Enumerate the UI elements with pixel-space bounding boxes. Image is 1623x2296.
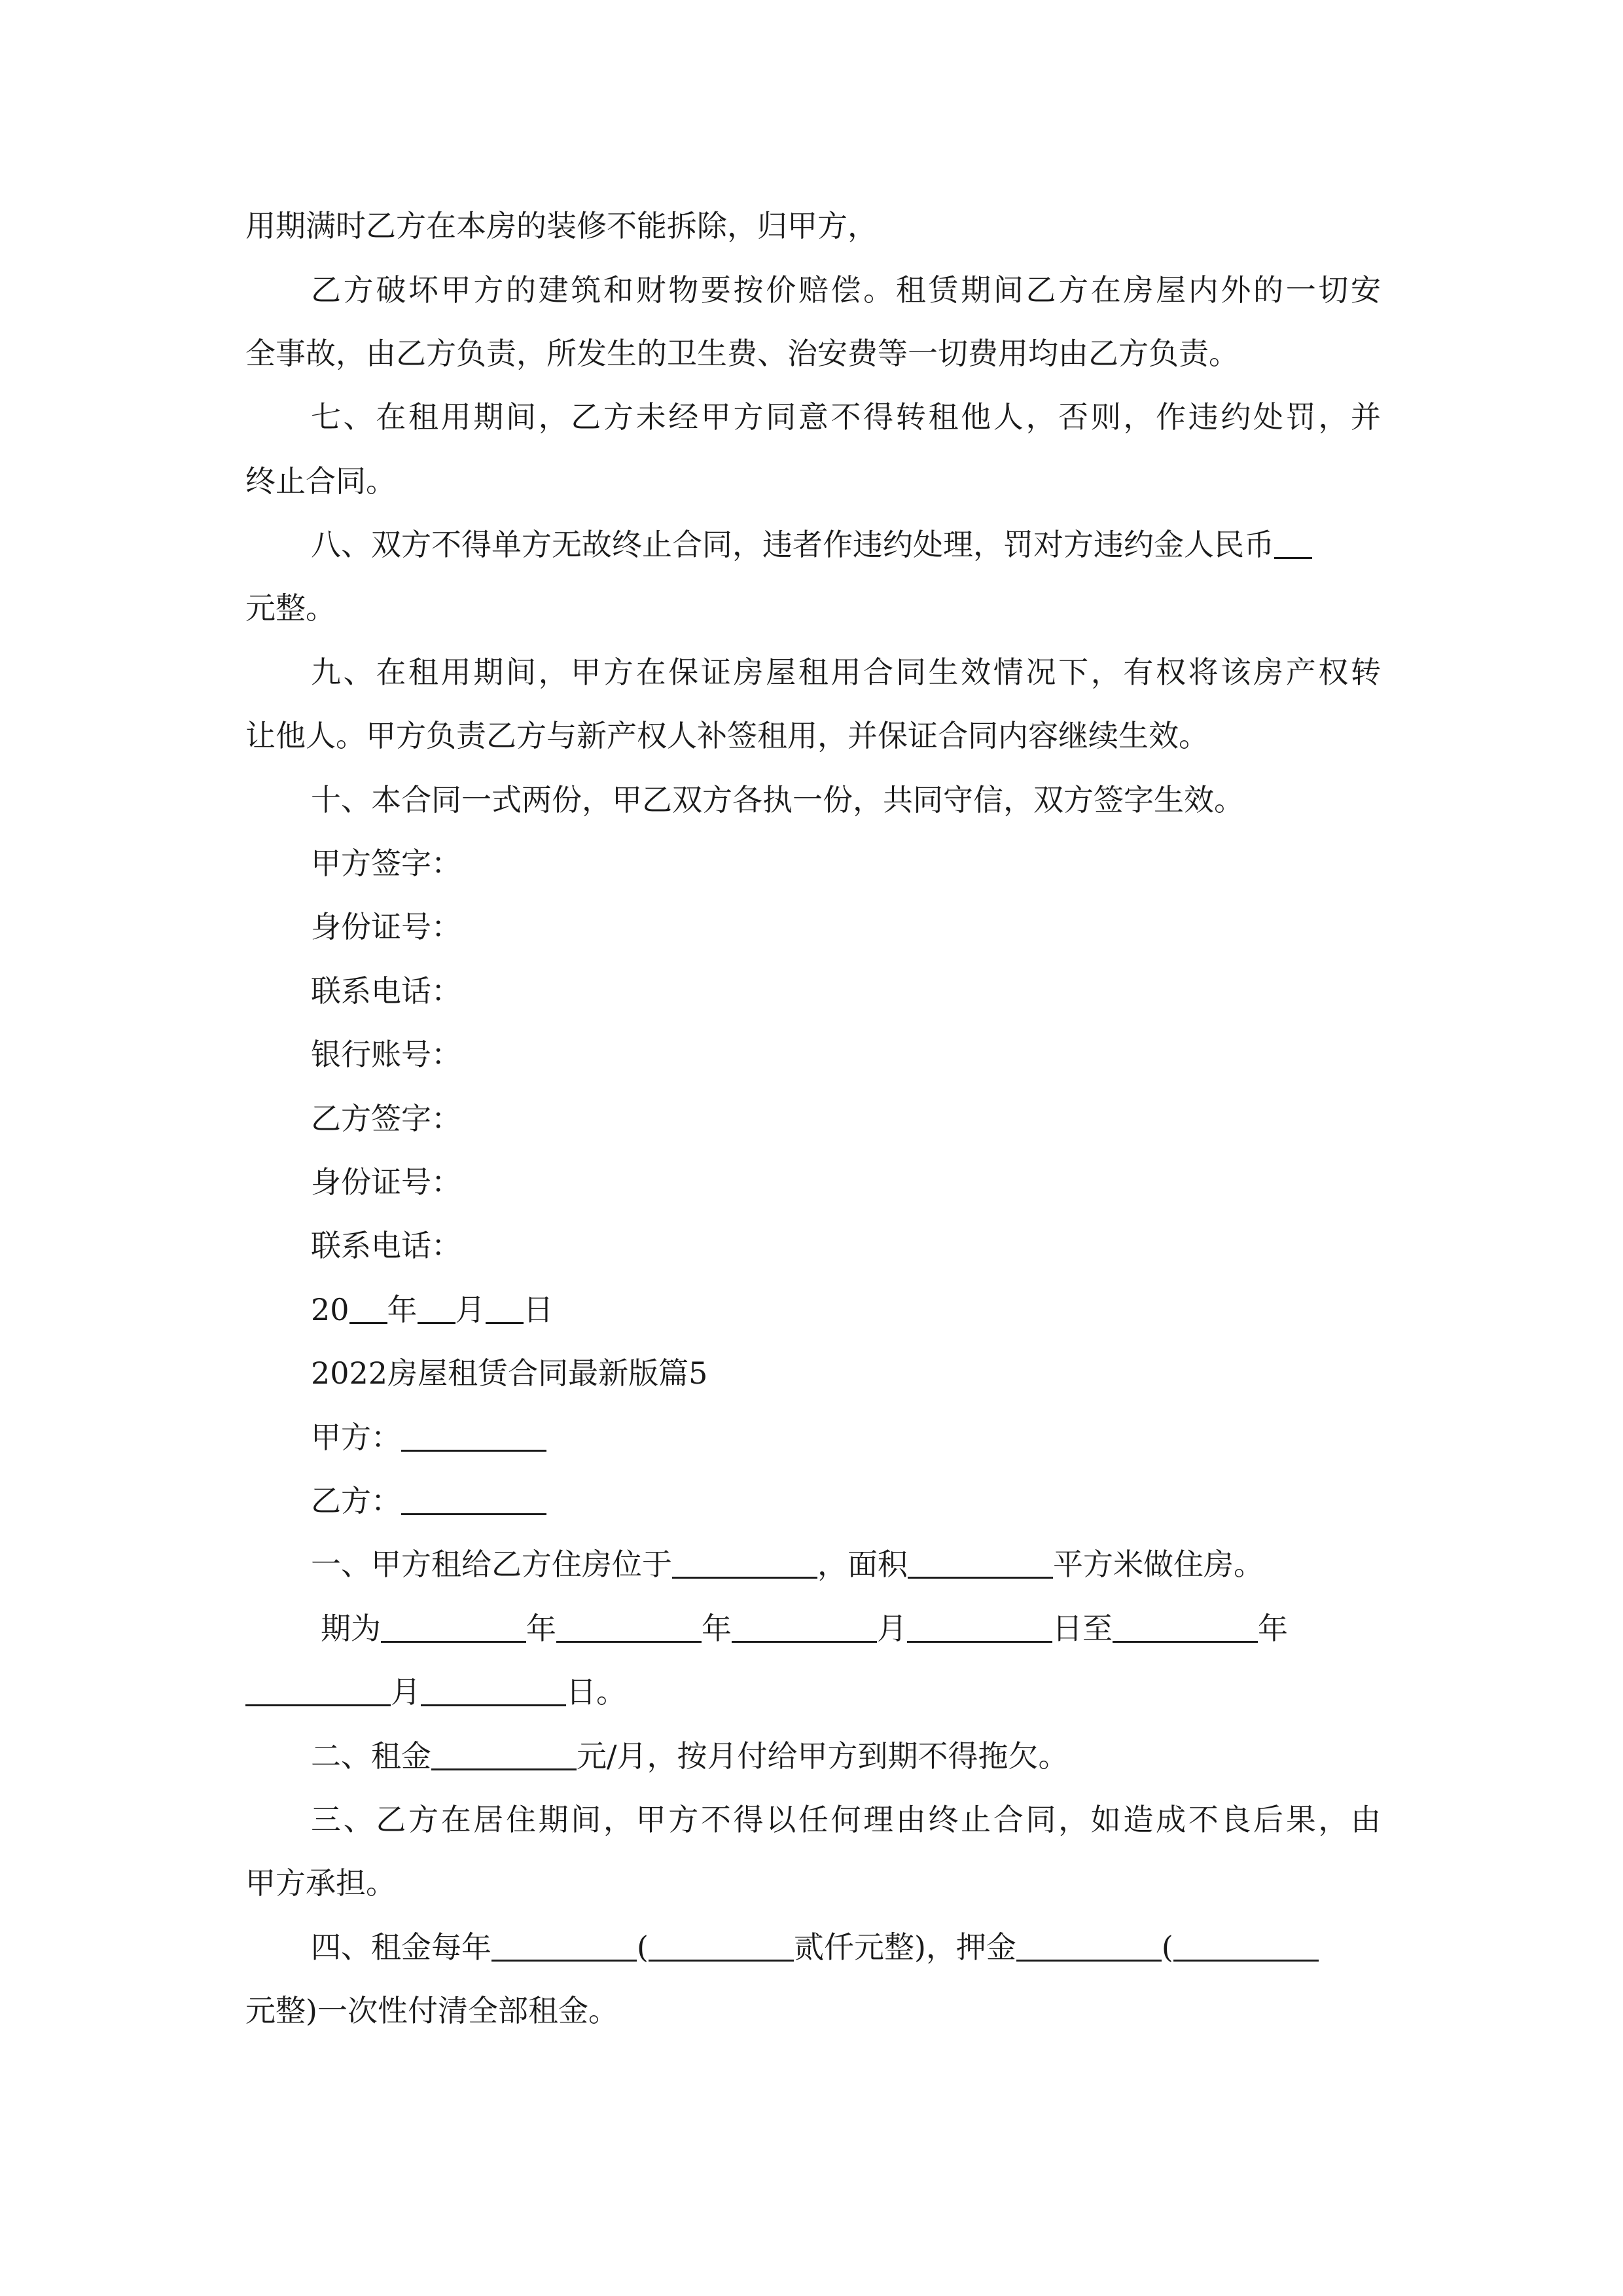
clause-text: ( bbox=[1161, 1929, 1173, 1965]
clause-text: 月 bbox=[391, 1674, 421, 1710]
paragraph-line: 让他人。甲方负责乙方与新产权人补签租用，并保证合同内容继续生效。 bbox=[245, 718, 1209, 753]
fill-blank bbox=[672, 1547, 817, 1579]
paragraph-line: 九、在租用期间，甲方在保证房屋租用合同生效情况下，有权将该房产权转 bbox=[311, 655, 1381, 690]
clause-text: 期为 bbox=[321, 1611, 381, 1646]
date-day: 日 bbox=[523, 1292, 554, 1327]
party-a-label: 甲方： bbox=[311, 1420, 401, 1455]
clause-text: 年 bbox=[526, 1611, 556, 1646]
party-b-line bbox=[311, 1481, 1381, 1520]
date-year-prefix: 20 bbox=[311, 1292, 349, 1327]
fill-blank bbox=[1113, 1611, 1258, 1643]
fill-blank bbox=[491, 1929, 637, 1962]
period-line-2 bbox=[245, 1672, 1381, 1712]
paragraph-line: 元整。 bbox=[245, 590, 336, 626]
fill-blank bbox=[401, 1420, 546, 1452]
fill-blank bbox=[381, 1611, 526, 1643]
fill-blank bbox=[1274, 527, 1312, 559]
fill-blank bbox=[1016, 1929, 1162, 1962]
date-year: 年 bbox=[387, 1292, 418, 1327]
fill-blank bbox=[908, 1547, 1053, 1579]
clause-text: 年 bbox=[702, 1611, 732, 1646]
clause-text: 八、双方不得单方无故终止合同，违者作违约处理，罚对方违约金人民币 bbox=[311, 527, 1274, 562]
fill-blank bbox=[401, 1483, 546, 1515]
clause-2-line bbox=[311, 1736, 1381, 1776]
fill-blank bbox=[649, 1929, 794, 1962]
signature-field-label: 乙方签字： bbox=[311, 1101, 461, 1136]
party-b-label: 乙方： bbox=[311, 1483, 401, 1518]
clause-4-line-2: 元整)一次性付清全部租金。 bbox=[245, 1993, 618, 2028]
clause-text: 年 bbox=[1258, 1611, 1288, 1646]
clause-text: 一、甲方租给乙方住房位于 bbox=[311, 1547, 672, 1582]
clause-3-line-2: 甲方承担。 bbox=[245, 1865, 396, 1901]
clause-text: 日。 bbox=[566, 1674, 626, 1710]
clause-1-line bbox=[311, 1545, 1381, 1584]
clause-text: 四、租金每年 bbox=[311, 1929, 491, 1965]
clause-text: 二、租金 bbox=[311, 1738, 431, 1774]
date-line bbox=[311, 1290, 1381, 1329]
fill-blank bbox=[486, 1292, 524, 1324]
date-month: 月 bbox=[455, 1292, 486, 1327]
signature-field-label: 身份证号： bbox=[311, 909, 461, 944]
paragraph-line: 乙方破坏甲方的建筑和财物要按价赔偿。租赁期间乙方在房屋内外的一切安 bbox=[311, 272, 1381, 308]
fill-blank bbox=[245, 1674, 391, 1706]
clause-4-line bbox=[311, 1928, 1381, 1967]
clause-text: ( bbox=[637, 1929, 649, 1965]
paragraph-line: 十、本合同一式两份，甲乙双方各执一份，共同守信，双方签字生效。 bbox=[311, 782, 1244, 817]
clause-text: 元/月，按月付给甲方到期不得拖欠。 bbox=[577, 1738, 1069, 1774]
clause-text: 月 bbox=[877, 1611, 907, 1646]
party-a-line bbox=[311, 1418, 1381, 1457]
paragraph-line: 全事故，由乙方负责，所发生的卫生费、治安费等一切费用均由乙方负责。 bbox=[245, 336, 1239, 371]
signature-field-label: 银行账号： bbox=[311, 1037, 461, 1072]
fill-blank bbox=[349, 1292, 387, 1324]
fill-blank bbox=[431, 1738, 577, 1770]
clause-3-line: 三、乙方在居住期间，甲方不得以任何理由终止合同，如造成不良后果，由 bbox=[311, 1802, 1381, 1837]
paragraph-line: 用期满时乙方在本房的装修不能拆除，归甲方， bbox=[245, 208, 878, 243]
section-title: 2022房屋租赁合同最新版篇5 bbox=[311, 1355, 708, 1391]
clause-text: 贰仟元整)，押金 bbox=[793, 1929, 1016, 1965]
fill-blank bbox=[732, 1611, 877, 1643]
clause-text: 平方米做住房。 bbox=[1053, 1547, 1264, 1582]
fill-blank bbox=[907, 1611, 1052, 1643]
signature-field-label: 甲方签字： bbox=[311, 846, 461, 881]
fill-blank bbox=[556, 1611, 702, 1643]
fill-blank bbox=[1173, 1929, 1319, 1962]
fill-blank bbox=[418, 1292, 455, 1324]
signature-field-label: 身份证号： bbox=[311, 1164, 461, 1200]
paragraph-line bbox=[311, 525, 1381, 564]
fill-blank bbox=[421, 1674, 566, 1706]
period-line bbox=[321, 1609, 1381, 1648]
clause-text: ，面积 bbox=[817, 1547, 908, 1582]
paragraph-line: 七、在租用期间，乙方未经甲方同意不得转租他人，否则，作违约处罚，并 bbox=[311, 399, 1381, 435]
signature-field-label: 联系电话： bbox=[311, 1228, 461, 1263]
signature-field-label: 联系电话： bbox=[311, 973, 461, 1009]
paragraph-line: 终止合同。 bbox=[245, 463, 396, 499]
clause-text: 日至 bbox=[1052, 1611, 1113, 1646]
